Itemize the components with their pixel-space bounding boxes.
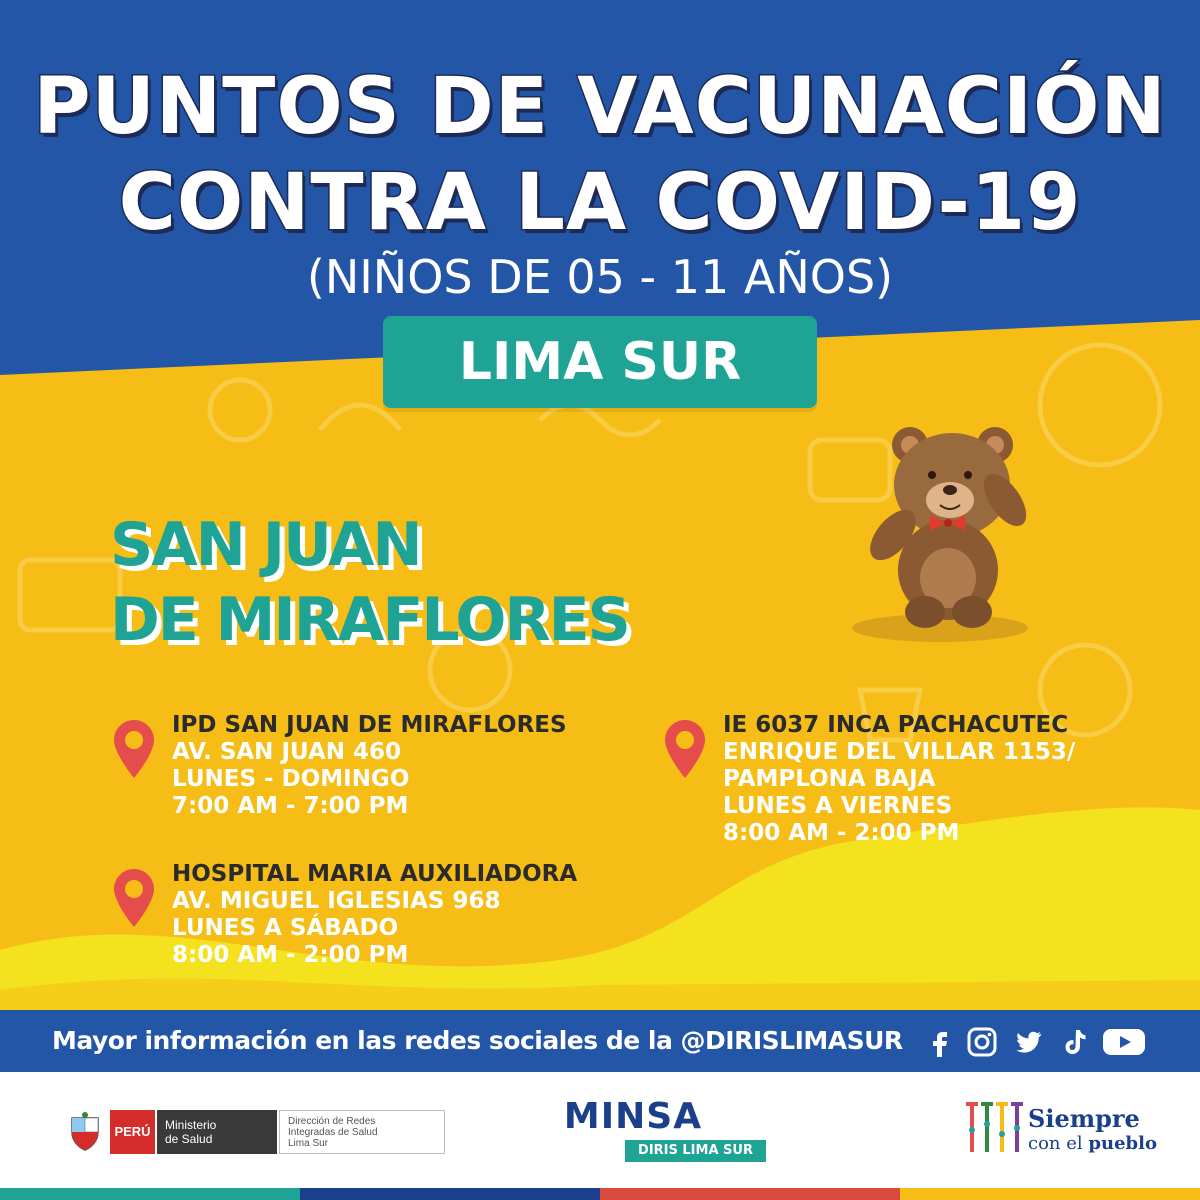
slogan-line-2b: pueblo [1088, 1133, 1157, 1154]
location-address: AV. MIGUEL IGLESIAS 968 [172, 888, 501, 914]
location-name: IPD SAN JUAN DE MIRAFLORES [172, 712, 567, 738]
country-label: PERÚ [110, 1110, 155, 1154]
location-hours: 8:00 AM - 2:00 PM [172, 942, 409, 968]
ministry-line-1: Ministerio [165, 1118, 217, 1132]
directorate-line-3: Lima Sur [288, 1138, 329, 1149]
facebook-icon[interactable] [924, 1026, 956, 1058]
tiktok-icon[interactable] [1058, 1026, 1090, 1058]
directorate-label [279, 1110, 445, 1154]
info-text: Mayor información en las redes sociales de la @DIRISLIMASUR [52, 1026, 903, 1055]
subtitle: (NIÑOS DE 05 - 11 AÑOS) [306, 250, 894, 304]
map-pin-icon [665, 720, 705, 778]
location-name: HOSPITAL MARIA AUXILIADORA [172, 861, 578, 887]
youtube-icon[interactable] [1102, 1026, 1146, 1058]
location-hours: 8:00 AM - 2:00 PM [723, 820, 960, 846]
location-address-line-2: PAMPLONA BAJA [723, 766, 936, 792]
slogan-line-2 [1028, 1133, 1157, 1154]
ministry-line-2: de Salud [165, 1132, 213, 1146]
location-name: IE 6037 INCA PACHACUTEC [723, 712, 1069, 738]
region-label: LIMA SUR [458, 332, 742, 392]
footer-stripe-red [600, 1188, 900, 1200]
location-days: LUNES - DOMINGO [172, 766, 410, 792]
map-pin-icon [114, 869, 154, 927]
district-name-line-2: DE MIRAFLORES [110, 585, 629, 655]
footer-stripe-yellow [900, 1188, 1200, 1200]
peru-coat-of-arms-icon [66, 1112, 104, 1152]
location-hours: 7:00 AM - 7:00 PM [172, 793, 409, 819]
minsa-logo-subtitle: DIRIS LIMA SUR [625, 1140, 766, 1162]
twitter-icon[interactable] [1012, 1026, 1044, 1058]
minsa-logo-title: MINSA [563, 1096, 703, 1137]
slogan-line-2a: con el [1028, 1133, 1083, 1154]
ministry-label [157, 1110, 277, 1154]
location-days: LUNES A SÁBADO [172, 915, 399, 941]
directorate-line-1: Dirección de Redes [288, 1116, 376, 1127]
title-line-2: CONTRA LA COVID-19 [118, 158, 1082, 248]
siempre-logo-icon [962, 1100, 1024, 1156]
district-name-line-1: SAN JUAN [110, 510, 421, 580]
directorate-line-2: Integradas de Salud [288, 1127, 378, 1138]
map-pin-icon [114, 720, 154, 778]
footer-stripe-teal [0, 1188, 300, 1200]
location-days: LUNES A VIERNES [723, 793, 953, 819]
slogan-line-1: Siempre [1028, 1104, 1140, 1133]
instagram-icon[interactable] [966, 1026, 998, 1058]
footer-stripe-navy [300, 1188, 600, 1200]
title-line-1: PUNTOS DE VACUNACIÓN [33, 62, 1167, 152]
region-badge [383, 316, 817, 408]
info-bar [0, 1010, 1200, 1072]
location-address: AV. SAN JUAN 460 [172, 739, 402, 765]
location-address-line-1: ENRIQUE DEL VILLAR 1153/ [723, 739, 1076, 765]
